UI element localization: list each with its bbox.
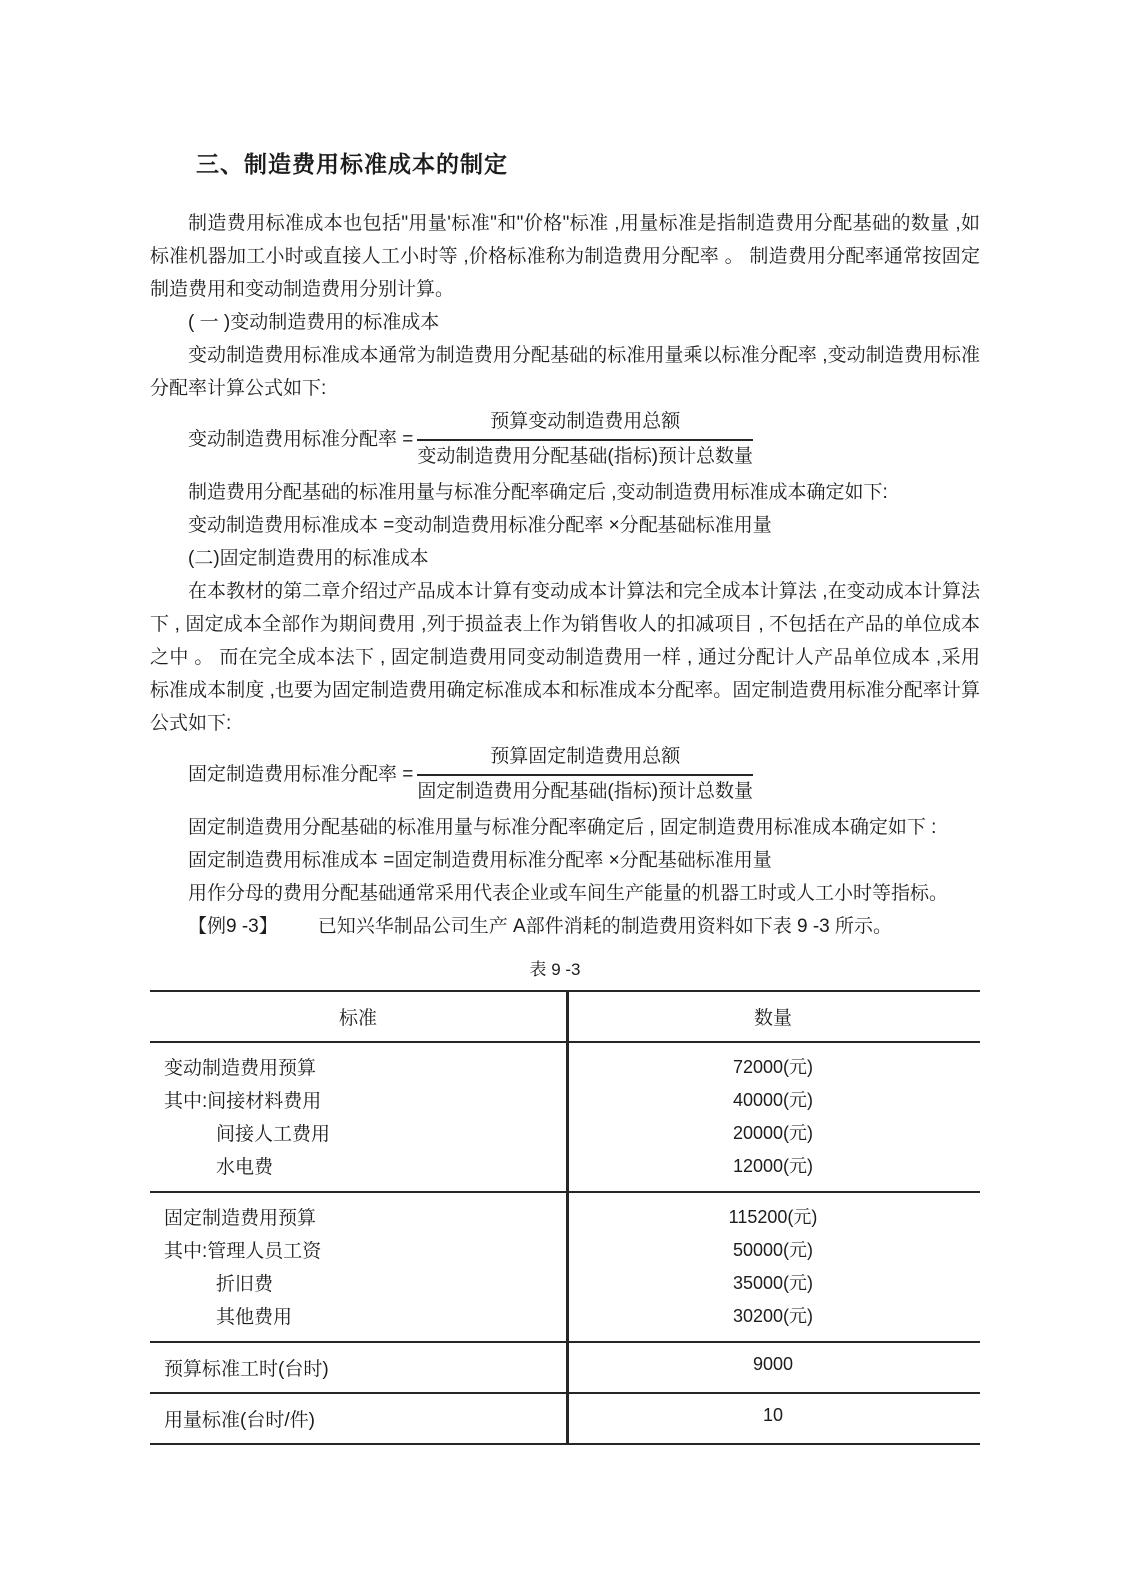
row-value: 35000(元) <box>732 1273 814 1293</box>
table-group-usage-standard <box>150 1394 980 1445</box>
formula-variable-rate <box>188 409 980 470</box>
paragraph-variable-after: 制造费用分配基础的标准用量与标准分配率确定后 ,变动制造费用标准成本确定如下: <box>188 482 888 503</box>
formula-fixed-rate <box>188 744 980 805</box>
row-label: 用量标准(台时/件) <box>164 1410 315 1431</box>
paragraph-denominator: 用作分母的费用分配基础通常采用代表企业或车间生产能量的机器工时或人工小时等指标。 <box>188 883 949 904</box>
fraction <box>417 409 753 470</box>
fraction-numerator: 预算固定制造费用总额 <box>417 744 753 776</box>
fraction <box>417 744 753 805</box>
table-row <box>150 1116 980 1149</box>
fraction-denominator: 变动制造费用分配基础(指标)预计总数量 <box>417 446 754 467</box>
row-label: 折旧费 <box>216 1274 274 1295</box>
row-label: 其他费用 <box>216 1307 293 1328</box>
table-row <box>150 1200 980 1233</box>
row-value: 10 <box>762 1405 784 1425</box>
table-row <box>150 1233 980 1266</box>
table-row <box>150 1083 980 1116</box>
row-label: 变动制造费用预算 <box>164 1058 317 1079</box>
table-header-quantity: 数量 <box>753 1008 792 1029</box>
table-group-fixed-budget <box>150 1193 980 1343</box>
row-label: 其中:间接材料费用 <box>164 1091 322 1112</box>
paragraph-variable-intro: 变动制造费用标准成本通常为制造费用分配基础的标准用量乘以标准分配率 ,变动制造费用标准分配率计算公式如下: <box>150 345 980 399</box>
row-value: 12000(元) <box>732 1156 814 1176</box>
paragraph-fixed-after: 固定制造费用分配基础的标准用量与标准分配率确定后 , 固定制造费用标准成本确定如下 : <box>188 817 937 838</box>
fraction-denominator: 固定制造费用分配基础(指标)预计总数量 <box>417 781 754 802</box>
row-label: 预算标准工时(台时) <box>164 1359 329 1380</box>
table-group-variable-budget <box>150 1043 980 1193</box>
row-value: 20000(元) <box>732 1123 814 1143</box>
table-row <box>150 1050 980 1083</box>
table-row <box>150 1149 980 1182</box>
row-label: 间接人工费用 <box>216 1124 331 1145</box>
example-text: 已知兴华制品公司生产 A部件消耗的制造费用资料如下表 9 -3 所示。 <box>317 916 893 937</box>
subheading-variable-overhead: ( 一 )变动制造费用的标准成本 <box>188 312 440 333</box>
row-value: 72000(元) <box>732 1057 814 1077</box>
table-group-standard-hours <box>150 1343 980 1394</box>
equation-variable-cost: 变动制造费用标准成本 =变动制造费用标准分配率 ×分配基础标准用量 <box>188 515 772 536</box>
row-value: 9000 <box>752 1354 794 1374</box>
formula-lhs: 变动制造费用标准分配率 = <box>188 428 414 450</box>
row-value: 50000(元) <box>732 1240 814 1260</box>
fraction-numerator: 预算变动制造费用总额 <box>417 409 753 441</box>
table-row <box>150 1266 980 1299</box>
row-label: 固定制造费用预算 <box>164 1208 317 1229</box>
example-label: 【例9 -3】 <box>188 916 278 937</box>
equation-fixed-cost: 固定制造费用标准成本 =固定制造费用标准分配率 ×分配基础标准用量 <box>188 850 772 871</box>
subheading-fixed-overhead: (二)固定制造费用的标准成本 <box>188 548 429 569</box>
cost-data-table <box>150 990 980 1445</box>
table-header-standard: 标准 <box>338 1008 377 1029</box>
paragraph-intro: 制造费用标准成本也包括"用量'标准"和"价格"标准 ,用量标准是指制造费用分配基础的数量 ,如标准机器加工小时或直接人工小时等 ,价格标准称为制造费用分配率 。 制造费用分配率通常按固定制造费用和变动制造费用分别计算。 <box>150 213 980 300</box>
paragraph-fixed-intro: 在本教材的第二章介绍过产品成本计算有变动成本计算法和完全成本计算法 ,在变动成本计算法下 , 固定成本全部作为期间费用 ,列于损益表上作为销售收人的扣减项目 , 不包括在产品的单位成本之中 。 而在完全成本法下 , 固定制造费用同变动制造费用一样 , 通过分配计人产品单位成本 ,采用标准成本制度 ,也要为固定制造费用确定标准成本和标准成本分配率。固定制造费用标准分配率计算公式如下: <box>150 581 980 734</box>
section-heading: 三、制造费用标准成本的制定 <box>196 151 508 177</box>
row-value: 30200(元) <box>732 1306 814 1326</box>
example-line <box>150 910 980 943</box>
table-caption: 表 9 -3 <box>529 960 581 979</box>
row-value: 40000(元) <box>732 1090 814 1110</box>
table-row <box>150 1402 980 1435</box>
table-header-row <box>150 992 980 1043</box>
row-label: 其中:管理人员工资 <box>164 1241 322 1262</box>
table-column-divider <box>566 992 569 1445</box>
table-row <box>150 1351 980 1384</box>
formula-lhs: 固定制造费用标准分配率 = <box>188 763 414 785</box>
row-value: 115200(元) <box>728 1207 818 1227</box>
row-label: 水电费 <box>216 1157 274 1178</box>
table-row <box>150 1299 980 1332</box>
